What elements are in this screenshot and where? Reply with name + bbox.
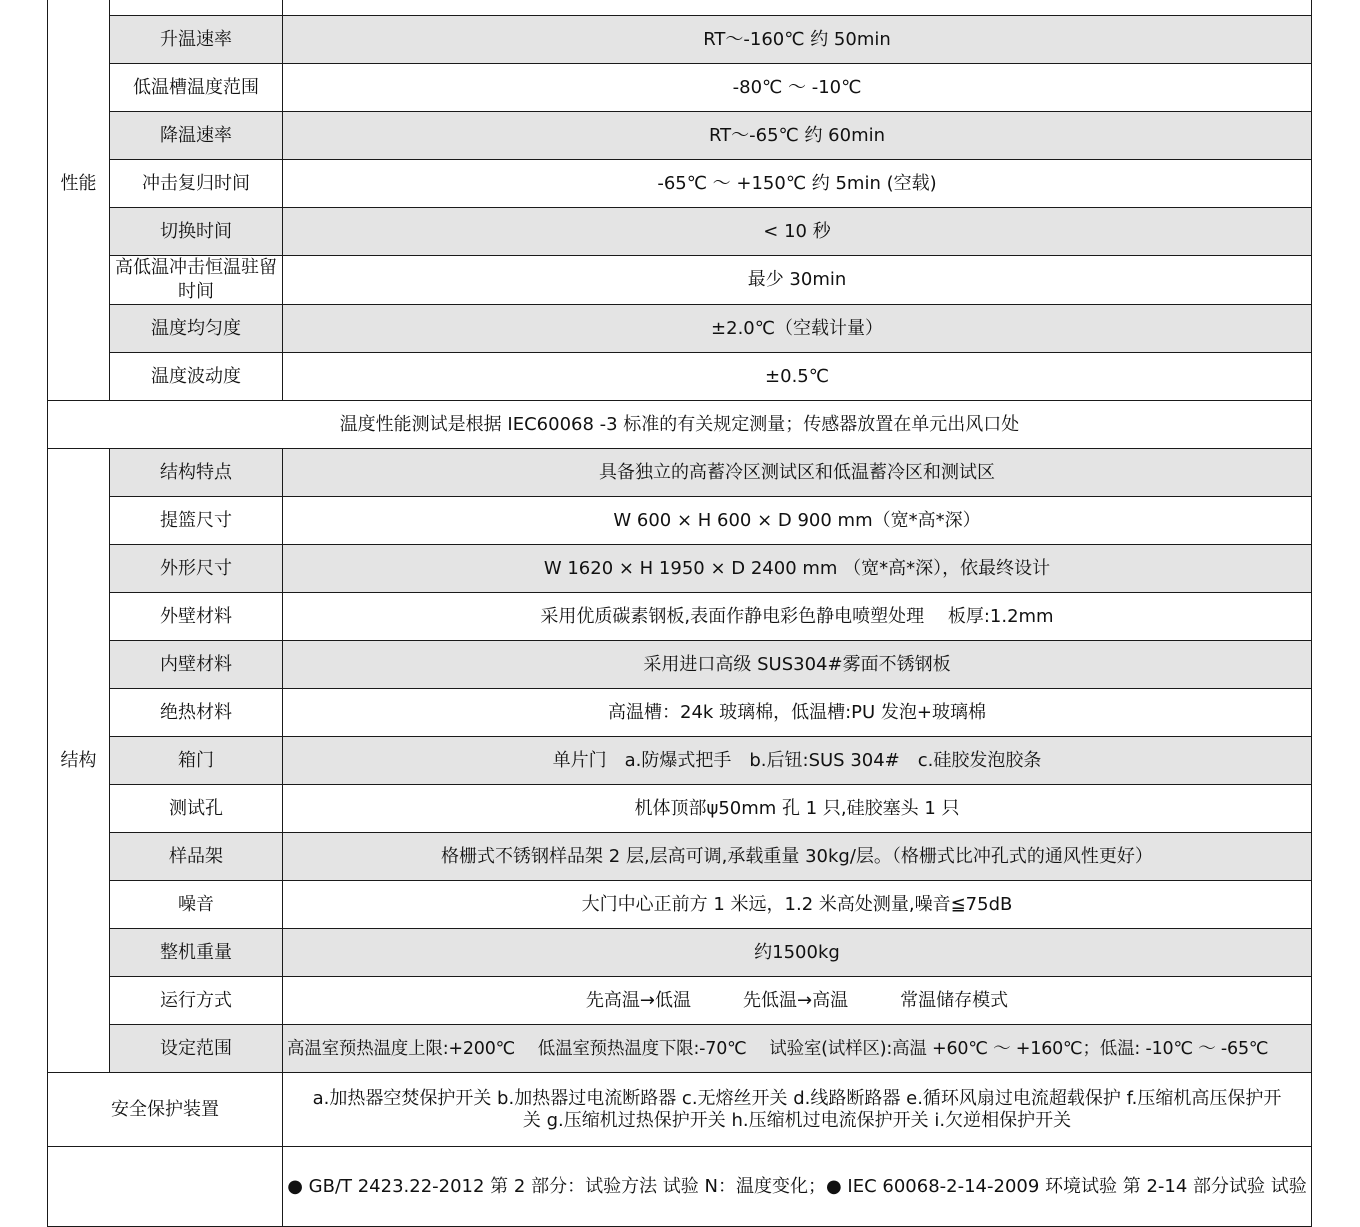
row-value: 单片门 a.防爆式把手 b.后钮:SUS 304# c.硅胶发泡胶条 bbox=[283, 737, 1312, 785]
row-value: RT～-160℃ 约 50min bbox=[283, 16, 1312, 64]
row-value: 最少 30min bbox=[283, 256, 1312, 305]
row-value: 大门中心正前方 1 米远，1.2 米高处测量,噪音≦75dB bbox=[283, 881, 1312, 929]
table-row bbox=[48, 497, 1312, 545]
row-label: 升温速率 bbox=[110, 16, 283, 64]
safety-label: 安全保护装置 bbox=[48, 1073, 283, 1147]
row-label: 温度均匀度 bbox=[110, 305, 283, 353]
table-row bbox=[48, 1025, 1312, 1073]
row-value: 格栅式不锈钢样品架 2 层,层高可调,承载重量 30kg/层。（格栅式比冲孔式的通风性更好） bbox=[283, 833, 1312, 881]
table-row bbox=[48, 977, 1312, 1025]
group-label-structure: 结构 bbox=[48, 449, 110, 1073]
run-mode-value bbox=[283, 977, 1312, 1025]
row-label: 提篮尺寸 bbox=[110, 497, 283, 545]
table-row bbox=[48, 545, 1312, 593]
row-label: 箱门 bbox=[110, 737, 283, 785]
row-label: 样品架 bbox=[110, 833, 283, 881]
group-label-performance: 性能 bbox=[48, 0, 110, 401]
row-value: RT～-65℃ 约 60min bbox=[283, 112, 1312, 160]
row-value bbox=[283, 0, 1312, 16]
note-row bbox=[48, 401, 1312, 449]
row-label: 降温速率 bbox=[110, 112, 283, 160]
row-value: < 10 秒 bbox=[283, 208, 1312, 256]
run-mode-option: 先高温→低温 bbox=[585, 989, 691, 1011]
safety-value bbox=[283, 1073, 1312, 1147]
row-value: 机体顶部ψ50mm 孔 1 只,硅胶塞头 1 只 bbox=[283, 785, 1312, 833]
row-label: 测试孔 bbox=[110, 785, 283, 833]
row-value: 采用进口高级 SUS304#雾面不锈钢板 bbox=[283, 641, 1312, 689]
table-row bbox=[48, 881, 1312, 929]
row-label: 高低温冲击恒温驻留时间 bbox=[110, 256, 283, 305]
row-label: 温度波动度 bbox=[110, 353, 283, 401]
row-label: 外壁材料 bbox=[110, 593, 283, 641]
row-label: 整机重量 bbox=[110, 929, 283, 977]
table-row bbox=[48, 785, 1312, 833]
row-value: 具备独立的高蓄冷区测试区和低温蓄冷区和测试区 bbox=[283, 449, 1312, 497]
table-row bbox=[48, 256, 1312, 305]
row-label: 运行方式 bbox=[110, 977, 283, 1025]
safety-line: a.加热器空焚保护开关 b.加热器过电流断路器 c.无熔丝开关 d.线路断路器 e.循环风扇过电流超载保护 f.压缩机高压保护开 bbox=[312, 1087, 1282, 1109]
table-row bbox=[48, 1073, 1312, 1147]
row-label: 切换时间 bbox=[110, 208, 283, 256]
row-label: 内壁材料 bbox=[110, 641, 283, 689]
table-row bbox=[48, 593, 1312, 641]
table-row bbox=[48, 208, 1312, 256]
table-row bbox=[48, 160, 1312, 208]
table-row bbox=[48, 449, 1312, 497]
row-value: ±0.5℃ bbox=[283, 353, 1312, 401]
run-mode-option: 常温储存模式 bbox=[900, 989, 1009, 1011]
row-value: -80℃ ～ -10℃ bbox=[283, 64, 1312, 112]
safety-line: 关 g.压缩机过热保护开关 h.压缩机过电流保护开关 i.欠逆相保护开关 bbox=[522, 1109, 1072, 1131]
table-row bbox=[48, 353, 1312, 401]
row-value: W 600 × H 600 × D 900 mm（宽*高*深） bbox=[283, 497, 1312, 545]
standards-value: ● GB/T 2423.22-2012 第 2 部分：试验方法 试验 N：温度变化；● IEC 60068-2-14-2009 环境试验 第 2-14 部分试验 试验 bbox=[283, 1147, 1312, 1227]
row-value: 采用优质碳素钢板,表面作静电彩色静电喷塑处理 板厚:1.2mm bbox=[283, 593, 1312, 641]
run-mode-option: 先低温→高温 bbox=[743, 989, 849, 1011]
row-value: -65℃ ～ +150℃ 约 5min (空载) bbox=[283, 160, 1312, 208]
table-row bbox=[48, 64, 1312, 112]
table-row bbox=[48, 1147, 1312, 1227]
row-value: 高温室预热温度上限:+200℃ 低温室预热温度下限:-70℃ 试验室(试样区):高温 +60℃ ～ +160℃；低温: -10℃ ～ -65℃ bbox=[283, 1025, 1312, 1073]
table-row bbox=[48, 833, 1312, 881]
table-row bbox=[48, 0, 1312, 16]
spec-table bbox=[47, 0, 1312, 1227]
row-label: 外形尺寸 bbox=[110, 545, 283, 593]
standards-label bbox=[48, 1147, 283, 1227]
table-row bbox=[48, 305, 1312, 353]
row-value: ±2.0℃（空载计量） bbox=[283, 305, 1312, 353]
table-row bbox=[48, 737, 1312, 785]
table-row bbox=[48, 641, 1312, 689]
row-value: 高温槽：24k 玻璃棉，低温槽:PU 发泡+玻璃棉 bbox=[283, 689, 1312, 737]
row-label: 低温槽温度范围 bbox=[110, 64, 283, 112]
test-note: 温度性能测试是根据 IEC60068 -3 标准的有关规定测量；传感器放置在单元出风口处 bbox=[48, 401, 1312, 449]
table-row bbox=[48, 16, 1312, 64]
row-label: 结构特点 bbox=[110, 449, 283, 497]
table-row bbox=[48, 112, 1312, 160]
row-label: 绝热材料 bbox=[110, 689, 283, 737]
table-row bbox=[48, 929, 1312, 977]
row-label bbox=[110, 0, 283, 16]
row-label: 设定范围 bbox=[110, 1025, 283, 1073]
table-row bbox=[48, 689, 1312, 737]
row-value: W 1620 × H 1950 × D 2400 mm （宽*高*深），依最终设计 bbox=[283, 545, 1312, 593]
row-value: 约1500kg bbox=[283, 929, 1312, 977]
row-label: 冲击复归时间 bbox=[110, 160, 283, 208]
row-label: 噪音 bbox=[110, 881, 283, 929]
